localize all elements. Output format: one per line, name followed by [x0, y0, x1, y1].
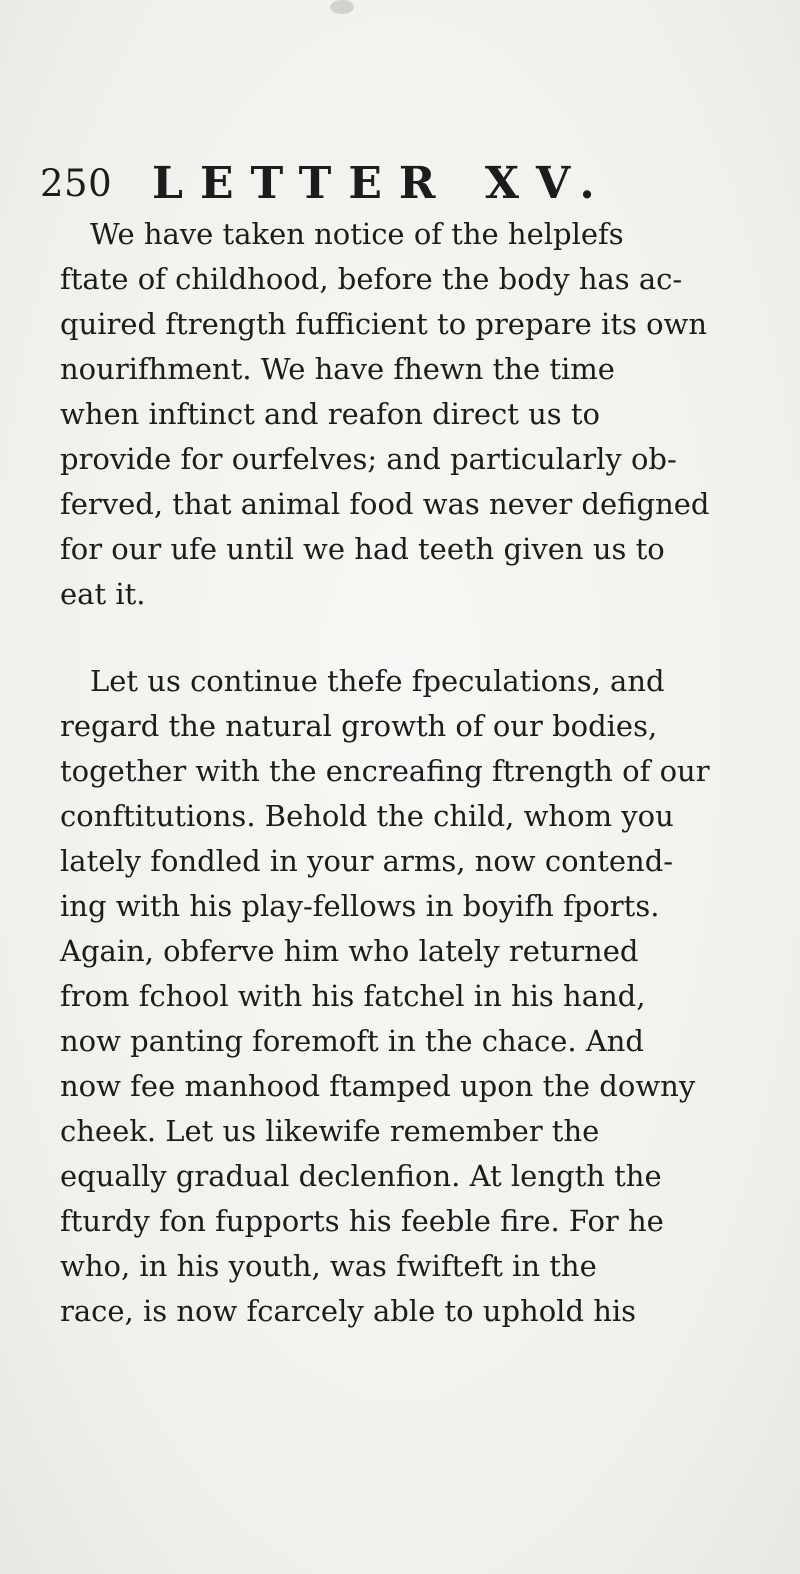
page-number: 250	[40, 162, 113, 205]
text-line: We have taken notice of the helplefs	[90, 217, 624, 251]
text-line: together with the encreafing ftrength of our	[60, 754, 710, 788]
text-line: quired ftrength fufficient to prepare its own	[60, 307, 708, 341]
text-line: now panting foremoft in the chace. And	[60, 1024, 644, 1058]
paragraph-2	[60, 659, 780, 1334]
page-header	[40, 160, 760, 208]
text-line: fturdy fon fupports his feeble fire. For he	[60, 1204, 664, 1238]
text-line: now fee manhood ftamped upon the downy	[60, 1069, 696, 1103]
text-line: cheek. Let us likewife remember the	[60, 1114, 600, 1148]
text-line: from fchool with his fatchel in his hand,	[60, 979, 646, 1013]
text-line: lately fondled in your arms, now contend-	[60, 844, 674, 878]
paragraph-1	[60, 212, 780, 617]
text-line: for our ufe until we had teeth given us to	[60, 532, 665, 566]
text-line: provide for ourfelves; and particularly ob-	[60, 442, 677, 476]
text-line: equally gradual declenfion. At length the	[60, 1159, 662, 1193]
text-line: race, is now fcarcely able to uphold his	[60, 1294, 637, 1328]
text-line: conftitutions. Behold the child, whom you	[60, 799, 674, 833]
text-line: nourifhment. We have fhewn the time	[60, 352, 615, 386]
text-line: Again, obferve him who lately returned	[60, 934, 639, 968]
text-line: regard the natural growth of our bodies,	[60, 709, 658, 743]
paragraph-spacer	[60, 617, 780, 659]
ink-blot	[330, 0, 354, 14]
text-line: Let us continue thefe fpeculations, and	[90, 664, 665, 698]
text-line: ferved, that animal food was never defigned	[60, 487, 710, 521]
running-head: LETTER XV.	[152, 158, 612, 209]
text-line: ftate of childhood, before the body has ac-	[60, 262, 683, 296]
text-line: ing with his play-fellows in boyifh fports.	[60, 889, 660, 923]
text-line: eat it.	[60, 577, 146, 611]
text-line: who, in his youth, was fwifteft in the	[60, 1249, 597, 1283]
text-line: when inftinct and reafon direct us to	[60, 397, 600, 431]
body-text	[60, 212, 780, 1334]
